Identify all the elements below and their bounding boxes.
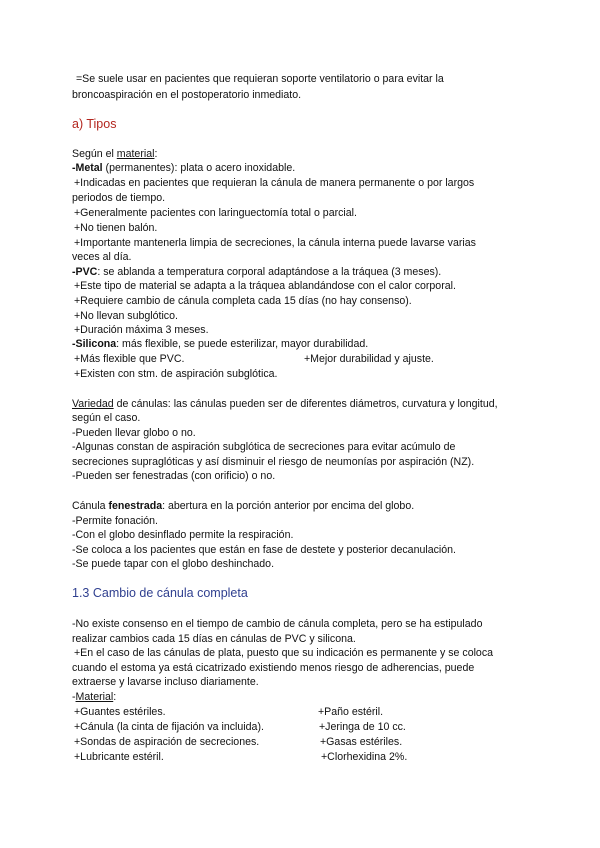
fenestrada-item: -Se coloca a los pacientes que están en fase de destete y posterior decanulación. (72, 544, 456, 556)
variedad-word: Variedad (72, 398, 114, 410)
silicona-item-left: +Más flexible que PVC. (74, 353, 185, 365)
variedad-line (72, 397, 498, 411)
variedad-item: secreciones supraglóticas y así disminuir el riesgo de neumonías por aspiración (NZ). (72, 456, 475, 468)
material-item-right: +Jeringa de 10 cc. (319, 721, 406, 733)
material-item-left: +Cánula (la cinta de fijación va incluida). (74, 721, 264, 733)
fenestrada-item: -Se puede tapar con el globo deshinchado. (72, 558, 275, 570)
intro-line-1: =Se suele usar en pacientes que requieran soporte ventilatorio o para evitar la (76, 73, 444, 85)
material-item-left: +Lubricante estéril. (74, 751, 164, 763)
section-13-title: 1.3 Cambio de cánula completa (72, 586, 248, 600)
metal-item: +Generalmente pacientes con laringuectomía total o parcial. (74, 207, 357, 219)
cambio-line: cuando el estoma ya está cicatrizado existiendo menos riesgo de adherencias, puede (72, 662, 475, 674)
metal-text: (permanentes): plata o acero inoxidable. (102, 162, 296, 174)
silicona-item-right: +Mejor durabilidad y ajuste. (304, 353, 434, 365)
material-suffix: : (113, 691, 117, 703)
material-heading (72, 690, 116, 704)
segun-suffix: : (154, 148, 158, 160)
silicona-label: -Silicona (72, 338, 117, 350)
intro-line-2: broncoaspiración en el postoperatorio inmediato. (72, 89, 302, 101)
segun-prefix: Según el (72, 148, 117, 160)
material-item-right: +Gasas estériles. (320, 736, 403, 748)
variedad-text: de cánulas: las cánulas pueden ser de diferentes diámetros, curvatura y longitud, (113, 398, 498, 410)
material-word: material (116, 148, 155, 160)
metal-item: veces al día. (72, 251, 132, 263)
fenestrada-item: -Permite fonación. (72, 515, 158, 527)
silicona-line (72, 337, 368, 351)
pvc-text: : se ablanda a temperatura corporal adaptándose a la tráquea (3 meses). (97, 266, 442, 278)
metal-item: +No tienen balón. (74, 222, 158, 234)
silicona-item: +Existen con stm. de aspiración subglótica. (74, 368, 278, 380)
pvc-item: +Requiere cambio de cánula completa cada 15 días (no hay consenso). (74, 295, 412, 307)
variedad-item: -Pueden llevar globo o no. (72, 427, 196, 439)
pvc-item: +Este tipo de material se adapta a la tráquea ablandándose con el calor corporal. (74, 280, 456, 292)
fenestrada-item: -Con el globo desinflado permite la respiración. (72, 529, 294, 541)
metal-item: periodos de tiempo. (72, 192, 166, 204)
variedad-item: -Pueden ser fenestradas (con orificio) o no. (72, 470, 276, 482)
cambio-line: extraerse y lavarse incluso diariamente. (72, 676, 259, 688)
silicona-text: : más flexible, se puede esterilizar, mayor durabilidad. (116, 338, 369, 350)
pvc-line (72, 265, 441, 279)
material-word-2: Material (75, 691, 114, 703)
material-prefix: - (72, 691, 76, 703)
cambio-line: realizar cambios cada 15 días en cánulas de PVC y silicona. (72, 633, 356, 645)
metal-item: +Importante mantenerla limpia de secreciones, la cánula interna puede lavarse varias (74, 237, 476, 249)
pvc-item: +Duración máxima 3 meses. (74, 324, 209, 336)
variedad-item: según el caso. (72, 412, 141, 424)
segun-material-line (72, 147, 157, 161)
pvc-item: +No llevan subglótico. (74, 310, 178, 322)
section-a-title: a) Tipos (72, 117, 117, 131)
fenestrada-prefix: Cánula (72, 500, 109, 512)
material-item-right: +Paño estéril. (318, 706, 384, 718)
fenestrada-text: : abertura en la porción anterior por encima del globo. (162, 500, 415, 512)
cambio-line: -No existe consenso en el tiempo de cambio de cánula completa, pero se ha estipulado (72, 618, 483, 630)
fenestrada-word: fenestrada (108, 500, 163, 512)
metal-label: -Metal (72, 162, 103, 174)
variedad-item: -Algunas constan de aspiración subglótica de secreciones para evitar acúmulo de (72, 441, 456, 453)
metal-line (72, 161, 295, 175)
pvc-label: -PVC (72, 266, 98, 278)
fenestrada-line (72, 499, 414, 513)
metal-item: +Indicadas en pacientes que requieran la cánula de manera permanente o por largos (74, 177, 475, 189)
material-item-left: +Sondas de aspiración de secreciones. (74, 736, 260, 748)
material-item-left: +Guantes estériles. (74, 706, 166, 718)
material-item-right: +Clorhexidina 2%. (321, 751, 408, 763)
cambio-line: +En el caso de las cánulas de plata, puesto que su indicación es permanente y se coloca (74, 647, 494, 659)
